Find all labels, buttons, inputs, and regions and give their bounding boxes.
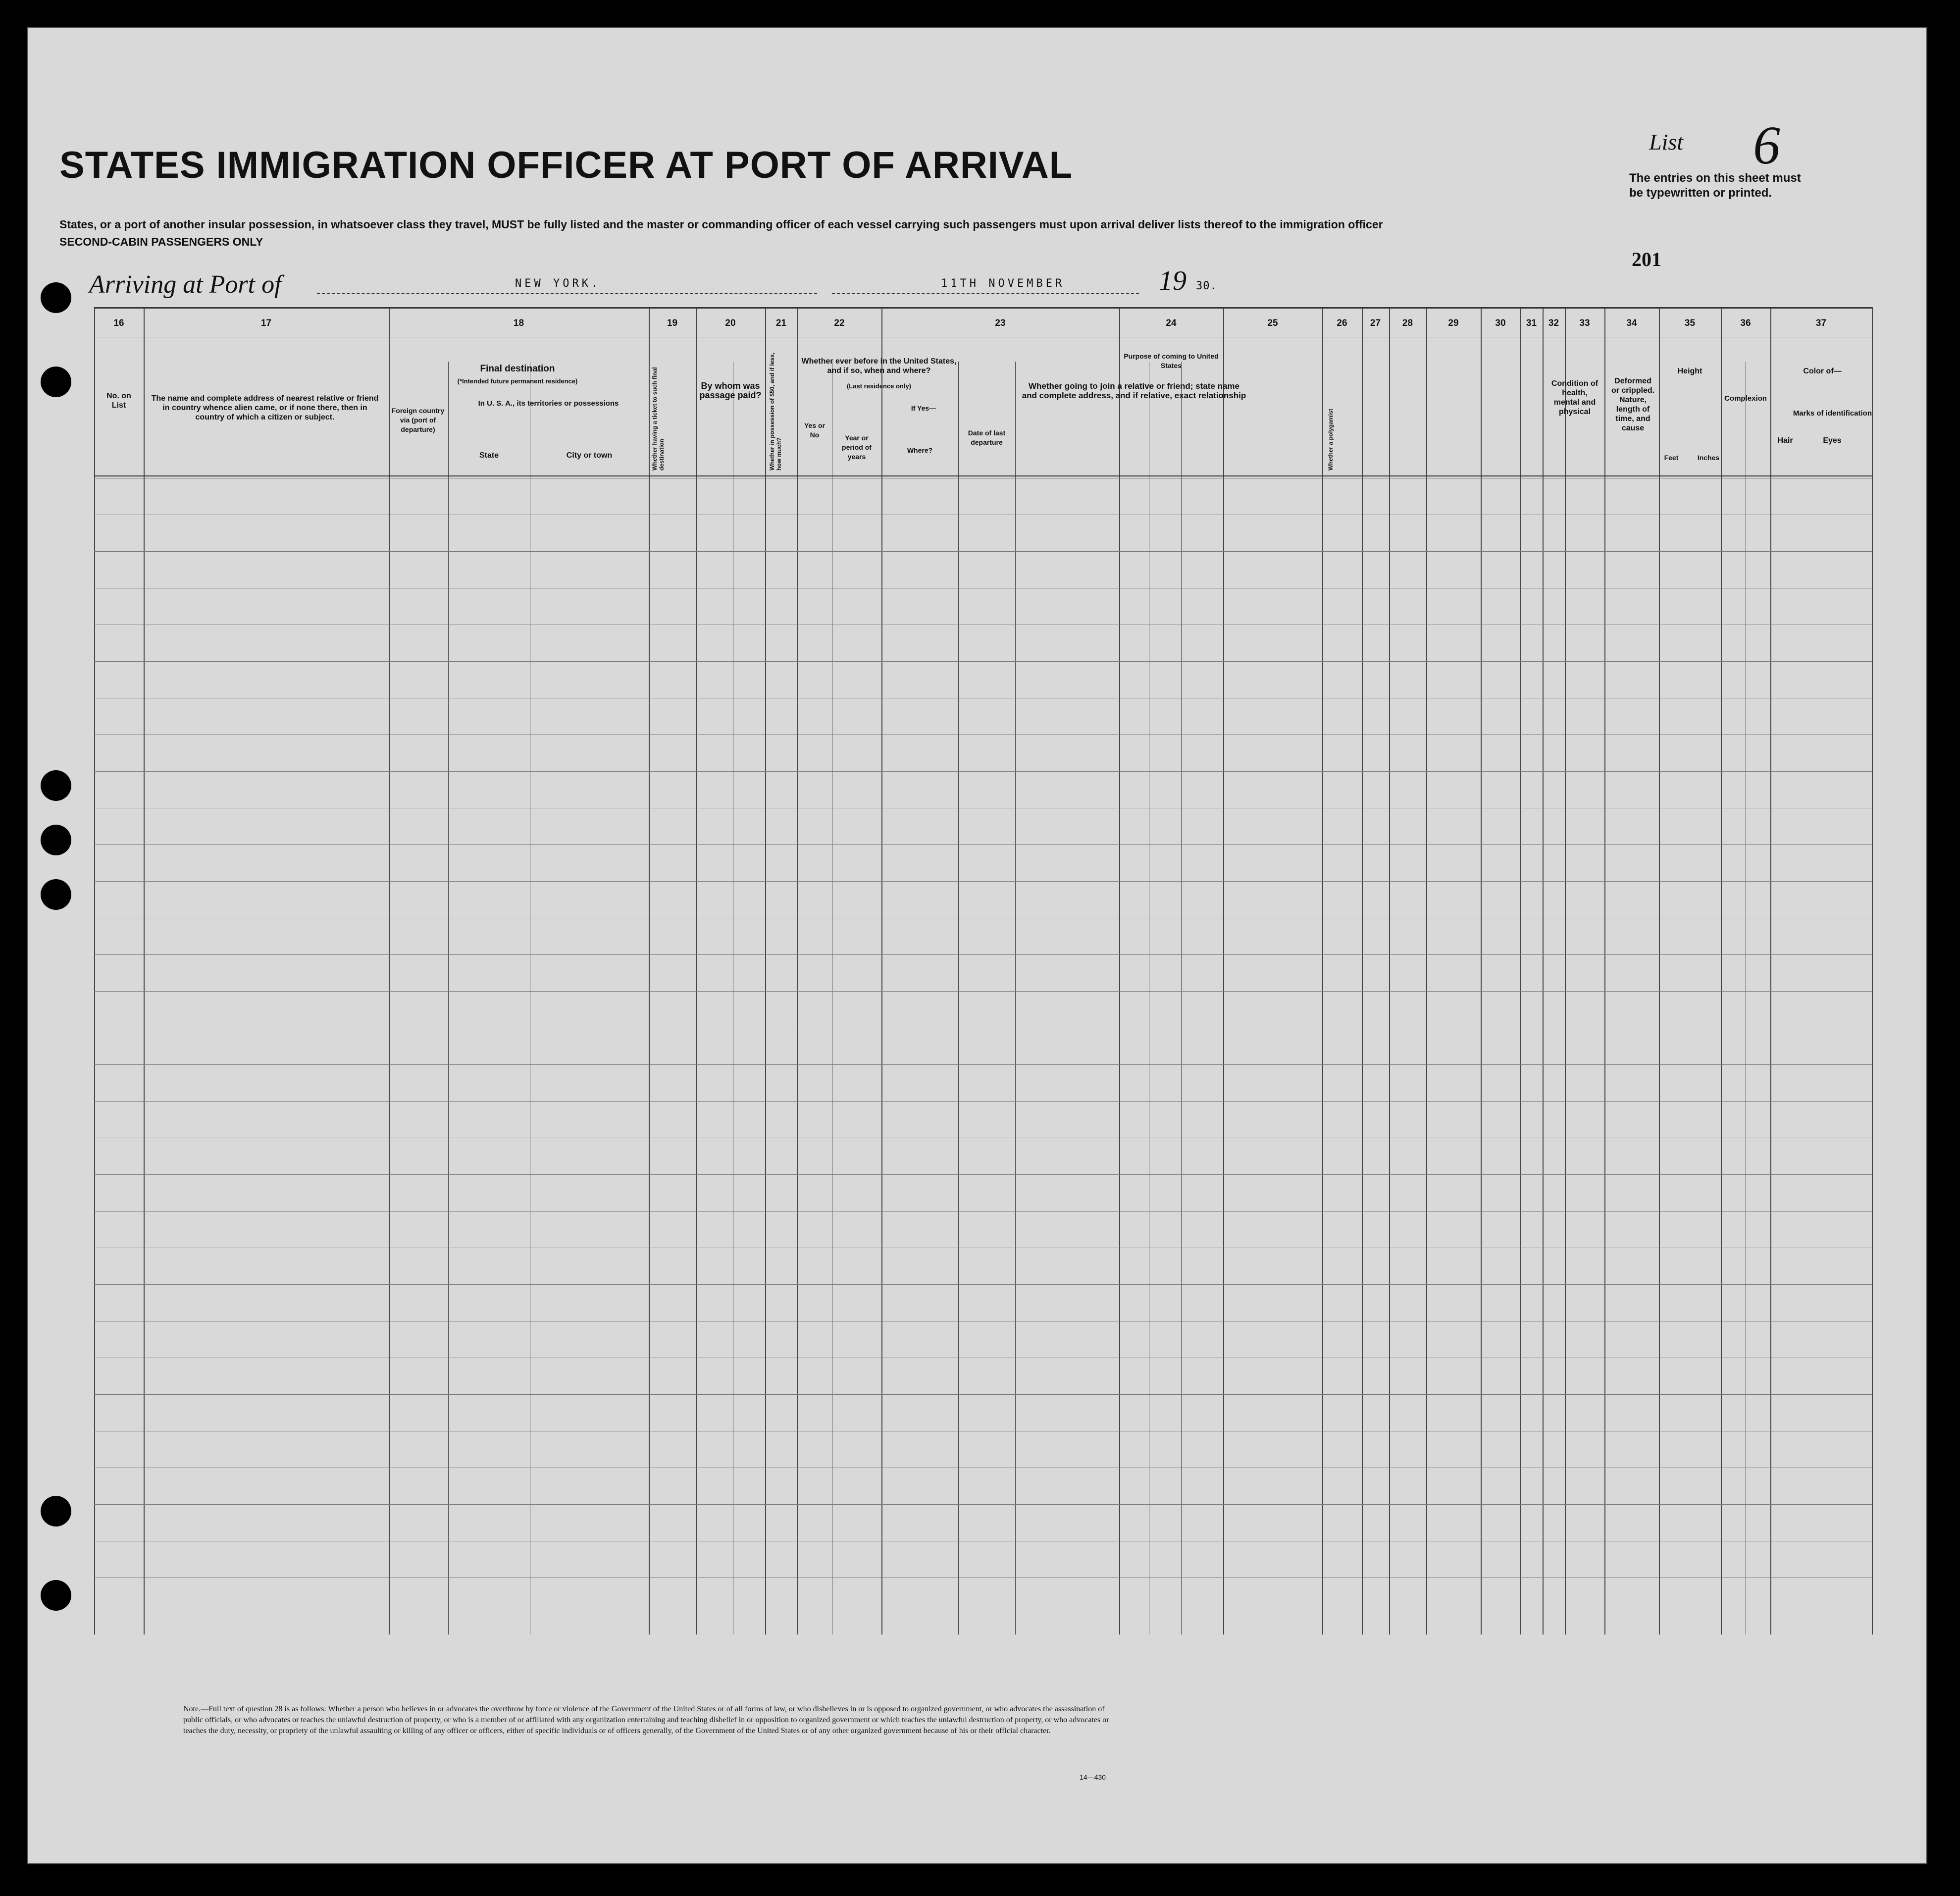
column-header-vertical: Whether a polygamist <box>1327 409 1334 471</box>
binder-hole <box>41 367 71 397</box>
column-divider <box>1770 307 1771 1634</box>
instruction-line: The entries on this sheet must <box>1629 171 1801 185</box>
column-divider <box>1520 307 1521 1634</box>
column-divider <box>1872 307 1873 1634</box>
column-header: Inches <box>1697 454 1720 462</box>
column-header: (Last residence only) <box>846 382 912 390</box>
column-header: Yes or No <box>804 421 825 439</box>
column-header: No. on List <box>106 392 131 410</box>
page-title: STATES IMMIGRATION OFFICER AT PORT OF ARRIVAL <box>59 144 1073 186</box>
column-header: The name and complete address of nearest relative or friend in country whence alien came, or if none there, then in country of which a citizen or subject. <box>151 394 379 421</box>
row-line <box>94 551 1872 552</box>
column-header-vertical: Whether in possession of $50, and if less, how much? <box>769 352 782 471</box>
column-divider <box>1426 307 1427 1634</box>
column-header: Feet <box>1664 454 1679 462</box>
column-header: Whether ever before in the United States, and if so, when and where? <box>801 357 957 375</box>
binder-hole <box>41 282 71 313</box>
column-divider <box>1659 307 1660 1634</box>
column-header: Final destination <box>480 364 555 374</box>
binder-hole <box>41 770 71 801</box>
column-header: Marks of identification <box>1793 409 1872 418</box>
column-divider <box>765 307 766 1634</box>
column-divider <box>1604 307 1605 1634</box>
column-number: 29 <box>1448 318 1459 328</box>
row-line <box>94 661 1872 662</box>
column-number: 20 <box>725 318 736 328</box>
row-line <box>94 1394 1872 1395</box>
column-header: Where? <box>907 446 933 454</box>
row-line <box>94 844 1872 845</box>
instructions <box>1629 171 1801 201</box>
column-header: Eyes <box>1823 436 1842 445</box>
column-divider <box>696 307 697 1634</box>
column-header: State <box>479 451 499 460</box>
column-header: Date of last departure <box>968 429 1006 446</box>
column-divider <box>1543 307 1544 1634</box>
column-number: 18 <box>513 318 524 328</box>
column-header-vertical: Whether having a ticket to such final destination <box>651 367 665 471</box>
column-header: In U. S. A., its territories or possessions <box>478 399 619 408</box>
row-line <box>94 991 1872 992</box>
column-number: 31 <box>1526 318 1537 328</box>
date-field-line <box>832 293 1139 294</box>
column-header: Condition of health, mental and physical <box>1551 379 1599 416</box>
column-header: Complexion <box>1724 394 1767 403</box>
row-line <box>94 1504 1872 1505</box>
column-header: City or town <box>566 451 613 460</box>
column-number: 19 <box>667 318 678 328</box>
column-number: 21 <box>775 318 787 328</box>
port-value: NEW YORK. <box>515 277 601 290</box>
cabin-class: SECOND-CABIN PASSENGERS ONLY <box>59 235 263 248</box>
column-divider <box>797 307 798 1634</box>
date-value: 11TH NOVEMBER <box>941 277 1065 290</box>
column-divider <box>1481 307 1482 1634</box>
column-number: 32 <box>1548 318 1559 328</box>
column-number: 25 <box>1267 318 1278 328</box>
column-divider <box>649 307 650 1634</box>
list-label: List <box>1649 129 1684 155</box>
column-header: Hair <box>1777 436 1793 445</box>
row-line <box>94 881 1872 882</box>
column-divider <box>389 307 390 1634</box>
column-divider <box>1223 307 1224 1634</box>
instruction-line: be typewritten or printed. <box>1629 186 1772 200</box>
column-divider <box>1389 307 1390 1634</box>
column-header: If Yes— <box>911 404 936 412</box>
column-number: 23 <box>995 318 1006 328</box>
year-suffix: 30. <box>1196 280 1217 292</box>
sheet-number: 201 <box>1632 248 1661 270</box>
column-number: 33 <box>1579 318 1590 328</box>
column-number: 22 <box>834 318 845 328</box>
column-header: Height <box>1677 367 1702 375</box>
column-number: 17 <box>260 318 272 328</box>
arriving-label: Arriving at Port of <box>89 270 282 299</box>
column-header: (*Intended future permanent residence) <box>457 377 578 385</box>
subcolumn-divider <box>958 362 959 1634</box>
row-line <box>94 1284 1872 1285</box>
column-divider <box>94 307 95 1634</box>
footnote: Note.—Full text of question 28 is as follows: Whether a person who believes in or advocates the overthrow by force or violence of the Government of the United States or of all forms of law, or who disbelieves in or is opposed to organized government, or who advocates the assassination of public officials, or who advocates or teaches the unlawful destruction of property, or who is a member of or affiliated with any organization entertaining and teaching disbelief in or opposition to organized government or which teaches the unlawful destruction of property, or who advocates or teaches the duty, necessity, or propriety of the unlawful assaulting or killing of any officer or officers, either of specific individuals or of officers generally, of the Government of the United States or of any other organized government because of his or their official character. <box>183 1705 1109 1735</box>
column-number: 30 <box>1495 318 1506 328</box>
column-header: Color of— <box>1803 367 1842 375</box>
subcolumn-divider <box>1181 362 1182 1634</box>
column-header: Purpose of coming to United States <box>1124 352 1219 369</box>
binder-hole <box>41 825 71 855</box>
column-number: 35 <box>1684 318 1696 328</box>
binder-hole <box>41 879 71 910</box>
binder-hole <box>41 1580 71 1611</box>
column-header: Deformed or crippled. Nature, length of time, and cause <box>1611 377 1655 432</box>
column-divider <box>144 307 145 1634</box>
column-number: 24 <box>1166 318 1177 328</box>
column-divider <box>1721 307 1722 1634</box>
header-top-line <box>94 307 1872 309</box>
row-line <box>94 1174 1872 1175</box>
column-divider <box>1565 307 1566 1634</box>
column-header: Foreign country via (port of departure) <box>391 407 445 433</box>
subtitle: States, or a port of another insular possession, in whatsoever class they travel, MUST be fully listed and the master or commanding officer of each vessel carrying such passengers must upon arrival deliver lists thereof to the immigration officer <box>59 218 1383 231</box>
form-number: 14—430 <box>1080 1773 1106 1781</box>
subcolumn-divider <box>1015 362 1016 1634</box>
column-divider <box>1362 307 1363 1634</box>
list-number: 6 <box>1753 115 1780 175</box>
column-divider <box>881 307 882 1634</box>
column-number: 34 <box>1626 318 1637 328</box>
column-divider <box>1119 307 1120 1634</box>
column-number: 26 <box>1337 318 1347 328</box>
column-number: 27 <box>1370 318 1381 328</box>
column-number: 36 <box>1740 318 1751 328</box>
row-line <box>94 1101 1872 1102</box>
column-number: 37 <box>1815 318 1827 328</box>
column-header: Whether going to join a relative or friend; state name and complete address, and if relative, exact relationship <box>1022 381 1246 400</box>
manifest-table <box>94 307 1872 1634</box>
port-field-line <box>317 293 817 294</box>
column-divider <box>1322 307 1323 1634</box>
subcolumn-divider <box>448 362 449 1634</box>
row-line <box>94 954 1872 955</box>
column-header: By whom was passage paid? <box>699 381 762 400</box>
column-header: Year or period of years <box>842 434 872 461</box>
header-bottom-line <box>94 475 1872 476</box>
column-number: 28 <box>1402 318 1413 328</box>
row-line <box>94 1064 1872 1065</box>
binder-hole <box>41 1496 71 1527</box>
column-number: 16 <box>113 318 124 328</box>
row-line <box>94 771 1872 772</box>
year-prefix: 19 <box>1159 265 1186 296</box>
